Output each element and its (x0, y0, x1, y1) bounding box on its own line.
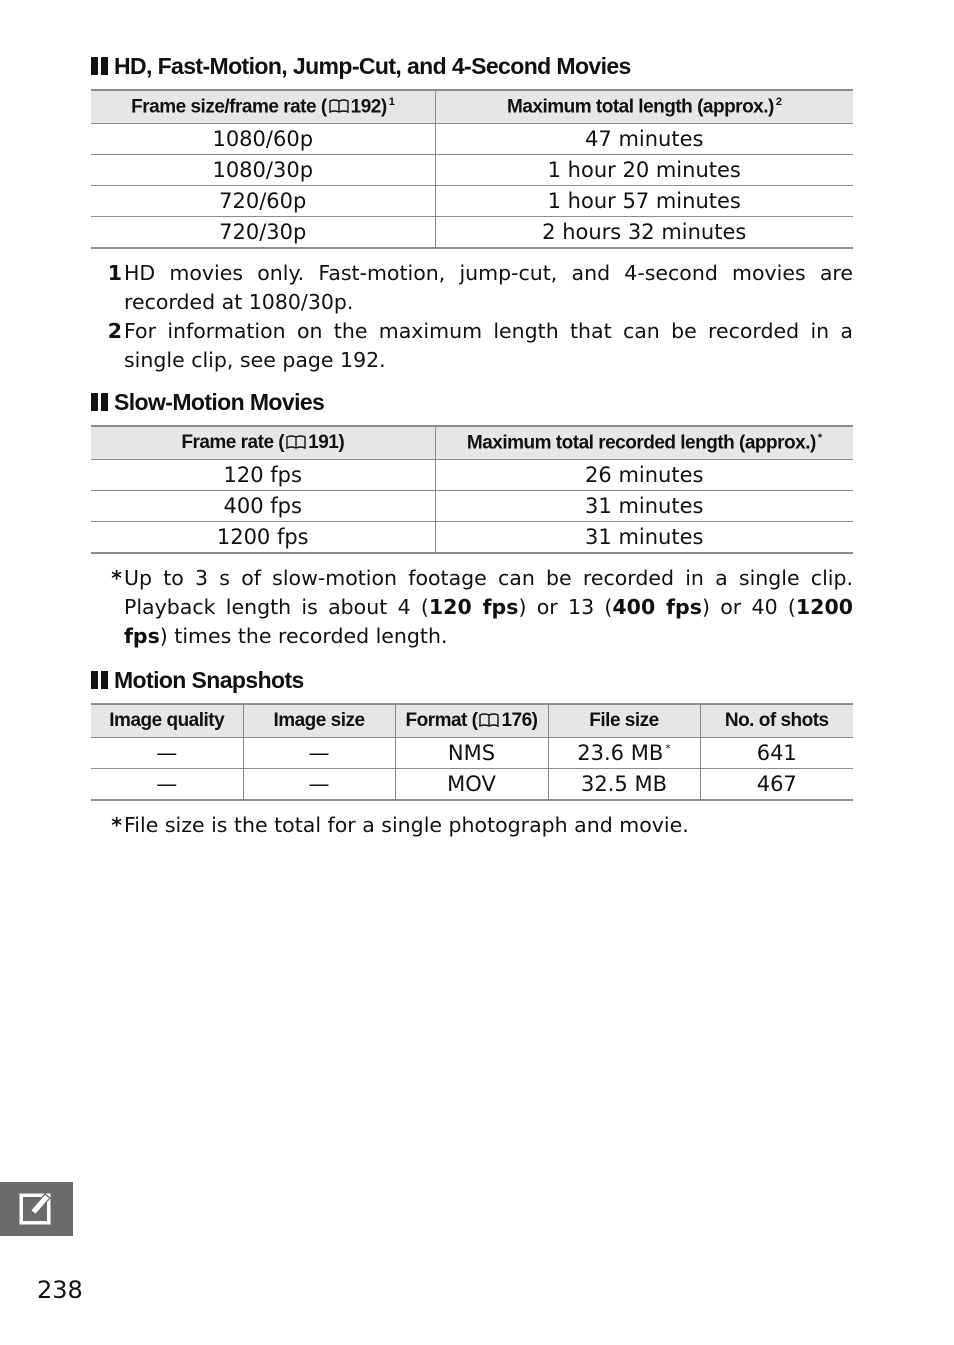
footnote: 2 For information on the maximum length that can be recorded in a single clip, see page 192. (107, 319, 853, 372)
section-marker-icon (91, 671, 108, 689)
footnote: * File size is the total for a single photograph and movie. (111, 813, 689, 837)
section-marker-icon (91, 57, 108, 75)
col-image-quality: Image quality (91, 704, 243, 738)
book-icon (286, 435, 306, 449)
col-frame-size-rate: Frame size/frame rate ( 192) $^1$ (91, 90, 435, 124)
pencil-menu-icon (0, 1182, 73, 1236)
section-heading (91, 666, 853, 694)
book-icon (329, 99, 349, 113)
col-image-size: Image size (243, 704, 395, 738)
section-title: Motion Snapshots (114, 667, 304, 693)
table-row: — — MOV 32.5 MB 467 (91, 769, 853, 801)
table-row: 1080/60p 47 minutes (91, 124, 853, 155)
col-format: Format ( 176) (395, 704, 548, 738)
footnotes (91, 811, 853, 840)
section-title: Slow-Motion Movies (114, 389, 325, 415)
page-number: 238 (37, 1276, 83, 1304)
table-row: 400 fps 31 minutes (91, 491, 853, 522)
table-row: 120 fps 26 minutes (91, 460, 853, 491)
section-motion-snapshots (91, 666, 853, 840)
hd-length-table (91, 89, 853, 249)
slow-motion-table (91, 425, 853, 554)
col-file-size: File size (548, 704, 700, 738)
col-max-length: Maximum total length (approx.) $^2$ (435, 90, 853, 124)
pencil-icon (18, 1190, 56, 1228)
motion-snapshot-table (91, 703, 853, 801)
table-row: — — NMS 23.6 MB * 641 (91, 738, 853, 769)
section-slow-motion (91, 388, 853, 651)
col-no-of-shots: No. of shots (700, 704, 853, 738)
section-hd-movies (91, 52, 853, 375)
table-row: 1200 fps 31 minutes (91, 522, 853, 554)
col-max-recorded-length: Maximum total recorded length (approx.) * (435, 426, 853, 460)
table-row: 1080/30p 1 hour 20 minutes (91, 155, 853, 186)
book-icon (479, 713, 499, 727)
col-frame-rate: Frame rate ( 191) (91, 426, 435, 460)
table-header-row (91, 704, 853, 738)
table-row: 720/60p 1 hour 57 minutes (91, 186, 853, 217)
table-row: 720/30p 2 hours 32 minutes (91, 217, 853, 249)
section-heading (91, 388, 853, 416)
footnote: * Up to 3 s of slow-motion footage can be recorded in a single clip. Playback length is about 4 (120 fps) or 13 (400 fps) or 40 (1200 fps) times the recorded length. (111, 566, 853, 648)
table-header-row (91, 90, 853, 124)
footnotes (91, 564, 853, 651)
section-title: HD, Fast-Motion, Jump-Cut, and 4-Second Movies (114, 53, 631, 79)
table-header-row (91, 426, 853, 460)
section-heading (91, 52, 853, 80)
section-marker-icon (91, 393, 108, 411)
footnote: 1 HD movies only. Fast-motion, jump-cut, and 4-second movies are recorded at 1080/30p. (107, 261, 853, 314)
footnotes (91, 259, 853, 375)
